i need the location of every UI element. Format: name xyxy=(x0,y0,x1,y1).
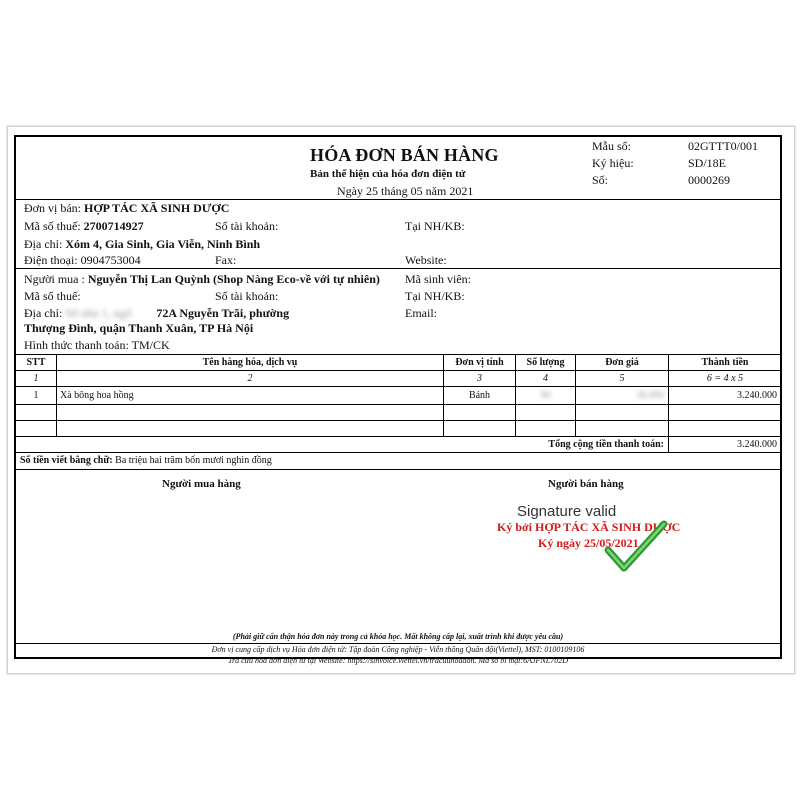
seller-tax-row xyxy=(24,219,144,234)
header-item-name: Tên hàng hóa, dịch vụ xyxy=(202,357,298,368)
mau-so-label: Mẫu số: xyxy=(592,139,631,153)
index-quantity: 4 xyxy=(543,373,548,384)
signed-date: Ký ngày 25/05/2021 xyxy=(538,536,639,550)
invoice-title: HÓA ĐƠN BÁN HÀNG xyxy=(310,145,499,165)
seller-address-row xyxy=(24,237,260,252)
buyer-signature-label: Người mua hàng xyxy=(162,478,241,490)
index-stt: 1 xyxy=(33,373,39,384)
seller-phone: 0904753004 xyxy=(80,253,141,267)
seller-signature-label: Người bán hàng xyxy=(548,478,624,490)
header-quantity: Số lượng xyxy=(526,357,565,368)
buyer-name: Nguyễn Thị Lan Quỳnh (Shop Nàng Eco-về với tự nhiên) xyxy=(87,272,380,286)
so-value: 0000269 xyxy=(688,173,730,187)
footer-notice: (Phải giữ cẩn thận hóa đơn này trong cả khóa học. Mất không cấp lại, xuất trình khi được yêu cầu) xyxy=(232,632,564,641)
buyer-address-line1: 72A Nguyễn Trãi, phường xyxy=(156,306,290,320)
index-item-name: 2 xyxy=(247,373,253,384)
buyer-email-label: Email: xyxy=(405,306,437,320)
row-quantity-redacted: 90 xyxy=(540,390,551,401)
invoice-date: Ngày 25 tháng 05 năm 2021 xyxy=(337,184,474,198)
so-label: Số: xyxy=(592,173,609,187)
seller-address-label: Địa chỉ: xyxy=(24,237,63,251)
index-unit: 3 xyxy=(477,373,482,384)
seller-account-label: Số tài khoản: xyxy=(215,219,279,233)
table-top-line xyxy=(15,354,781,355)
amount-words-row xyxy=(20,455,272,466)
seller-fax-label: Fax: xyxy=(215,253,237,267)
seller-divider xyxy=(15,268,781,269)
seller-name-row xyxy=(24,201,229,216)
seller-address: Xóm 4, Gia Sinh, Gia Viễn, Ninh Bình xyxy=(65,237,261,251)
ky-hieu-value: SD/18E xyxy=(688,156,727,170)
row-item-name: Xà bông hoa hồng xyxy=(60,390,134,401)
seller-name-label: Đơn vị bán: xyxy=(24,201,82,215)
seller-phone-label: Điện thoại: xyxy=(24,253,78,267)
total-label: Tổng cộng tiền thanh toán: xyxy=(548,439,664,450)
seller-website-label: Website: xyxy=(405,253,447,267)
amount-words-label: Số tiền viết bằng chữ: xyxy=(20,455,113,466)
footer-lookup: Tra cứu hóa đơn điện tử tại Website: https://sinvoice.viettel.vn/tracuuhoadon. Mã số bí mật:6AJFNL702D xyxy=(228,656,568,665)
ky-hieu-label: Ký hiệu: xyxy=(592,156,634,170)
index-amount: 6 = 4 x 5 xyxy=(706,373,744,384)
row-amount: 3.240.000 xyxy=(737,390,777,401)
buyer-name-label: Người mua : xyxy=(24,272,85,286)
mau-so-value: 02GTTT0/001 xyxy=(688,139,758,153)
buyer-tax-label: Mã số thuế: xyxy=(24,289,81,303)
buyer-address-line2: Thượng Đình, quận Thanh Xuân, TP Hà Nội xyxy=(24,321,254,335)
total-amount: 3.240.000 xyxy=(737,439,777,450)
payment-method: TM/CK xyxy=(131,338,170,352)
buyer-bank-label: Tại NH/KB: xyxy=(405,289,465,303)
buyer-student-label: Mã sinh viên: xyxy=(405,272,471,286)
seller-phone-row xyxy=(24,253,141,268)
payment-label: Hình thức thanh toán: xyxy=(24,338,129,352)
signed-by: Ký bởi HỢP TÁC XÃ SINH DƯỢC xyxy=(497,520,681,534)
buyer-address-row xyxy=(24,306,289,321)
amount-words: Ba triệu hai trăm bốn mươi nghìn đồng xyxy=(115,455,272,466)
buyer-name-row xyxy=(24,272,380,287)
signature-check-icon xyxy=(604,520,668,572)
row-stt: 1 xyxy=(33,390,39,401)
signature-valid-text: Signature valid xyxy=(517,503,617,520)
index-unit-price: 5 xyxy=(619,373,625,384)
buyer-address-redacted: Số nhà 1, ngõ xyxy=(65,306,132,320)
buyer-address-label: Địa chỉ: xyxy=(24,306,63,320)
header-divider xyxy=(15,199,781,200)
seller-tax-label: Mã số thuế: xyxy=(24,219,81,233)
footer-divider xyxy=(15,643,781,644)
header-amount: Thành tiền xyxy=(701,357,749,368)
seller-bank-label: Tại NH/KB: xyxy=(405,219,465,233)
footer-provider: Đơn vị cung cấp dịch vụ Hóa đơn điện tử: Tập đoàn Công nghiệp - Viễn thông Quân đội(Viettel), MST: 0100109106 xyxy=(211,645,585,654)
invoice-subtitle: Bản thể hiện của hóa đơn điện tử xyxy=(310,168,466,180)
seller-tax: 2700714927 xyxy=(83,219,144,233)
seller-name: HỢP TÁC XÃ SINH DƯỢC xyxy=(84,201,230,215)
buyer-account-label: Số tài khoản: xyxy=(215,289,279,303)
header-stt: STT xyxy=(26,357,46,368)
header-unit: Đơn vị tính xyxy=(455,357,504,368)
header-unit-price: Đơn giá xyxy=(605,357,639,368)
payment-row xyxy=(24,338,170,353)
row-unit: Bánh xyxy=(468,390,491,401)
row-unit-price-redacted: 36.000 xyxy=(636,390,664,401)
